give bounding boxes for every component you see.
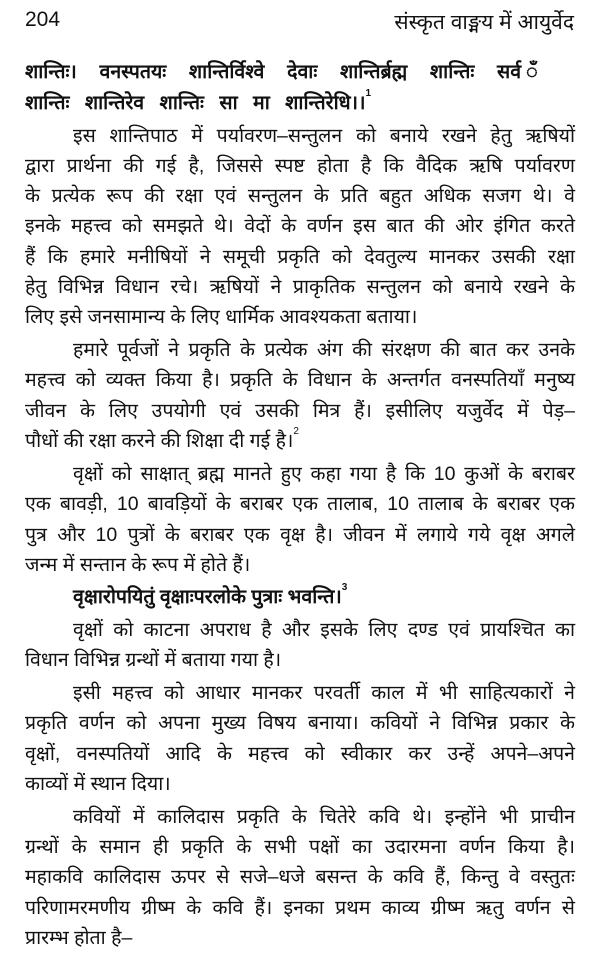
para-line	[25, 397, 575, 425]
para-line	[25, 521, 575, 549]
line-text: महाकवि कालिदास ऊपर से सजे–धजे बसन्त के कवि हैं, किन्तु वे वस्तुतः	[25, 866, 575, 888]
page-number: 204	[25, 8, 61, 31]
verse-line	[25, 58, 555, 86]
line-text: शान्तिः शान्तिरेव शान्तिः सा मा शान्तिरेधि।।	[25, 92, 366, 114]
para-line	[25, 427, 575, 455]
para-line	[25, 709, 575, 737]
line-text: के प्रत्येक रूप की रक्षा एवं सन्तुलन के प्रति बहुत अधिक सजग थे। वे	[25, 185, 575, 207]
line-text: इस शान्तिपाठ में पर्यावरण–सन्तुलन को बनाये रखने हेतु ऋषियों	[73, 125, 575, 147]
line-text: वृक्षों को काटना अपराध है और इसके लिए दण्ड एवं प्रायश्चित का	[73, 619, 575, 641]
para-line	[25, 646, 575, 674]
para-line	[25, 152, 575, 180]
para-line	[25, 212, 575, 240]
line-text: इसी महत्त्व को आधार मानकर परवर्ती काल में भी साहित्यकारों ने	[73, 682, 575, 704]
line-text: वृक्षारोपयितुं वृक्षाःपरलोके पुत्राः भवन्ति।	[73, 586, 342, 608]
quote-line	[73, 583, 347, 611]
line-text: हेतु विभिन्न विधान रचे। ऋषियों ने प्राकृतिक सन्तुलन को बनाये रखने के	[25, 276, 575, 298]
line-text: प्रारम्भ होता है–	[25, 927, 133, 949]
footnote-marker: 1	[365, 88, 372, 99]
para-line	[25, 863, 575, 891]
line-text: पुत्र और 10 पुत्रों के बराबर एक वृक्ष है। जीवन में लगाये गये वृक्ष अगले	[25, 524, 575, 546]
para-line	[25, 303, 575, 331]
line-text: परिणामरमणीय ग्रीष्म के कवि हैं। इनका प्रथम काव्य ग्रीष्म ऋतु वर्णन से	[25, 897, 575, 919]
footnote-marker: 2	[293, 426, 299, 437]
para-line	[25, 490, 575, 518]
para-line	[73, 460, 575, 488]
para-line	[25, 366, 575, 394]
line-text: हमारे पूर्वजों ने प्रकृति के प्रत्येक अंग की संरक्षण की बात कर उनके	[73, 339, 575, 361]
line-text: लिए इसे जनसामान्य के लिए धार्मिक आवश्यकता बताया।	[25, 306, 418, 328]
line-text: ग्रन्थों के समान ही प्रकृति के सभी पक्षों का उदारमना वर्णन किया है।	[25, 836, 575, 858]
line-text: कवियों में कालिदास प्रकृति के चितेरे कवि थे। इन्होंने भी प्राचीन	[73, 806, 575, 828]
line-text: प्रकृति वर्णन को अपना मुख्य विषय बनाया। कवियों ने विभिन्न प्रकार के	[25, 712, 575, 734]
footnote-marker: 3	[341, 582, 348, 593]
verse-line	[25, 89, 371, 117]
line-text: द्वारा प्रार्थना की गई है, जिससे स्पष्ट होता है कि वैदिक ऋषि पर्यावरण	[25, 155, 575, 177]
para-line	[25, 740, 575, 768]
line-text: जन्म में सन्तान के रूप में होते हैं।	[25, 554, 251, 576]
para-line	[25, 894, 575, 922]
line-text: शान्तिः। वनस्पतयः शान्तिर्विश्वे देवाः शान्तिर्ब्रह्म शान्तिः सर्व ँ	[25, 61, 555, 83]
line-text: वृक्षों, वनस्पतियों आदि के महत्त्व को स्वीकार कर उन्हें अपने–अपने	[25, 743, 575, 765]
para-line	[73, 122, 575, 150]
para-line	[25, 243, 575, 271]
line-text: एक बावड़ी, 10 बावड़ियों के बराबर एक तालाब, 10 तालाब के बराबर एक	[25, 493, 575, 515]
line-text: इनके महत्त्व को समझते थे। वेदों के वर्णन इस बात की ओर इंगित करते	[25, 215, 575, 237]
para-line	[25, 924, 575, 952]
para-line	[73, 803, 575, 831]
line-text: वृक्षों को साक्षात् ब्रह्म मानते हुए कहा गया है कि 10 कुओं के बराबर	[73, 463, 575, 485]
line-text: जीवन के लिए उपयोगी एवं उसकी मित्र हैं। इसीलिए यजुर्वेद में पेड़–	[25, 400, 575, 422]
para-line	[73, 336, 575, 364]
para-line	[25, 770, 575, 798]
para-line	[25, 833, 575, 861]
line-text: पौधों की रक्षा करने की शिक्षा दी गई है।	[25, 430, 294, 452]
para-line	[73, 616, 575, 644]
para-line	[25, 551, 575, 579]
running-title: संस्कृत वाङ्मय में आयुर्वेद	[394, 11, 574, 34]
line-text: विधान विभिन्न ग्रन्थों में बताया गया है।	[25, 649, 282, 671]
line-text: महत्त्व को व्यक्त किया है। प्रकृति के विधान के अन्तर्गत वनस्पतियाँ मनुष्य	[25, 369, 575, 391]
line-text: काव्यों में स्थान दिया।	[25, 773, 171, 795]
para-line	[25, 182, 575, 210]
para-line	[25, 273, 575, 301]
para-line	[73, 679, 575, 707]
line-text: हैं कि हमारे मनीषियों ने समूची प्रकृति को देवतुल्य मानकर उसकी रक्षा	[25, 246, 575, 268]
